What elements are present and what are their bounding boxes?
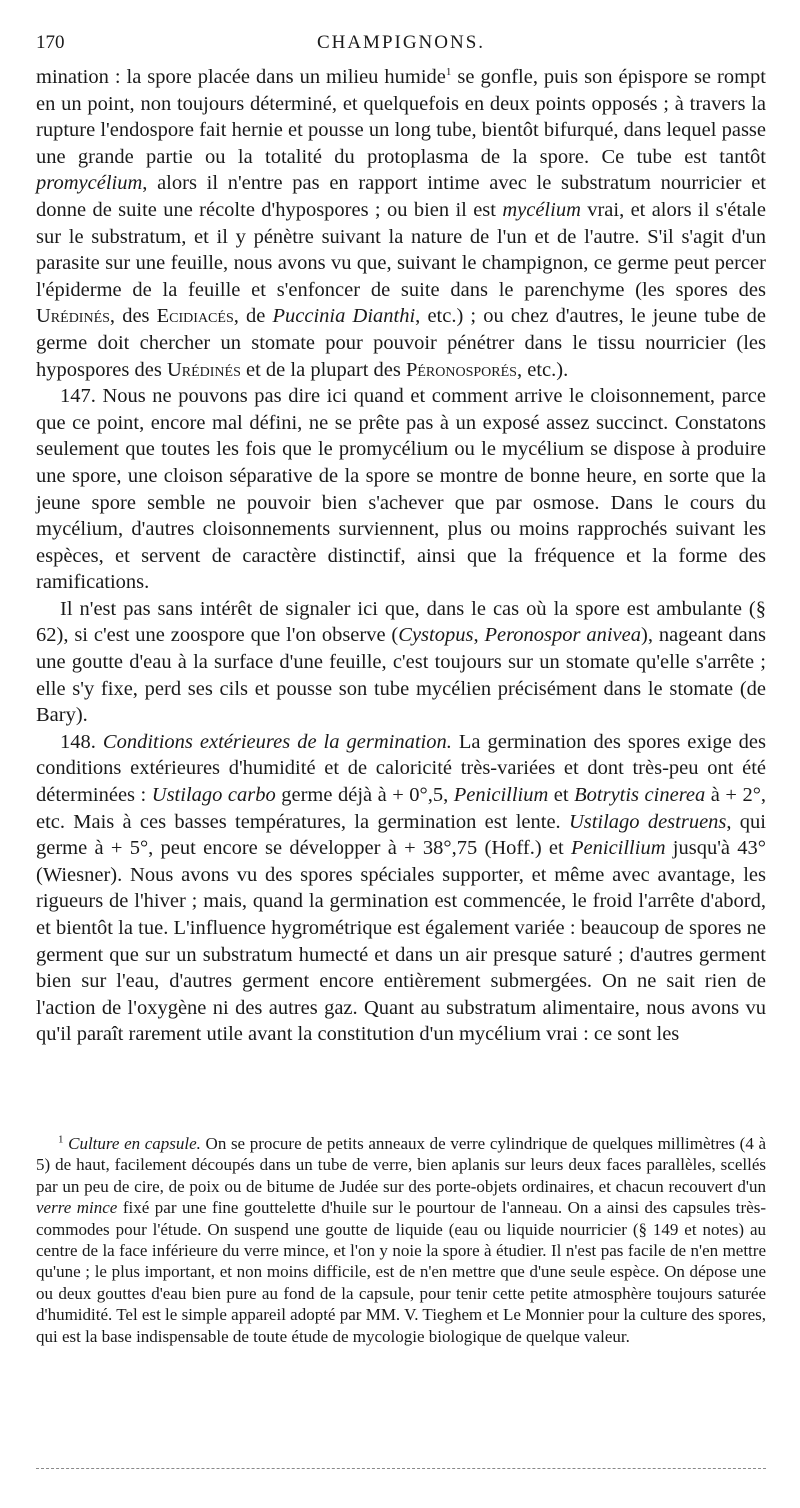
text-run: et [548,784,575,807]
footnotes [36,1133,766,1347]
italic-text: Penicillium [571,837,666,860]
text-run: fixé par une fine gouttelette d'huile sur le pourtour de l'anneau. On a ainsi des capsules très-commodes pour l'étude. On suspend une goutte de liquide (eau ou liquide nourricier (§ 149 et notes) au centre de la face inférieure du verre mince, et l'on y noie la spore à étudier. Il n'est pas facile de n'en mettre qu'une ; le plus important, et non moins difficile, est de n'en mettre que d'une seule espèce. On dépose une ou deux gouttes d'eau bien pure au fond de la capsule, pour tenir cette petite atmosphère toujours saturée d'humidité. Tel est le simple appareil adopté par MM. V. Tieghem et Le Monnier pour la culture des spores, qui est la base indispensable de toute étude de mycologie biologique de quelque valeur. [36,1198,767,1346]
body-text [36,64,766,1048]
footnote [36,1133,766,1347]
italic-text: Puccinia Dianthi [272,305,416,328]
text-run: se gonfle, puis son épispore se rompt en un point, non toujours déterminé, et quelquefois en deux points opposés ; à travers la rupture l'endospore fait hernie et pousse un long tube, bientôt bifurqué, dans lequel passe une grande partie ou la totalité du protoplasma de la spore. Ce tube est tantôt [36,66,766,168]
italic-text: Culture en capsule. [68,1134,201,1153]
italic-text: Botrytis cinerea [574,784,706,807]
italic-text: Peronospor anivea [484,624,642,647]
running-head: CHAMPIGNONS. [316,32,486,53]
italic-text: Penicillium [453,784,549,807]
text-run: ), nageant dans une goutte d'eau à la surface d'une feuille, c'est toujours sur un stomate qu'elle s'arrête ; elle s'y fixe, perd ses cils et pousse son tube mycélien précisément dans le stomate (de Bary). [36,624,767,727]
text-run: , des [109,305,157,328]
small-caps-text: Urédinés [166,358,241,381]
text-run: , alors il n'entre pas en rapport intime avec le substratum nourricier et donne de suite une récolte d'hypospores ; ou bien il est [36,172,766,221]
small-caps-text: Péronosporés [405,358,517,381]
text-run: à + 2°, etc. Mais à ces basses températures, la germination est lente. [36,784,767,833]
text-run: , [473,624,485,647]
bottom-rule [36,1468,766,1469]
paragraph [36,64,766,383]
text-run: , etc.). [516,358,569,381]
italic-text: Ustilago destruens [568,810,727,833]
paragraph [36,596,766,729]
footnote-marker: 1 [58,1133,64,1146]
text-run: , qui germe à + 5°, peut encore se développer à + 38°,75 (Hoff.) et [36,810,766,860]
italic-text: verre mince [36,1198,118,1218]
italic-text: Cystopus [398,624,474,647]
text-run: On se procure de petits anneaux de verre cylindrique de quelques millimètres (4 à 5) de haut, facilement découpés dans un tube de verre, bien aplanis sur leurs deux faces parallèles, scellés par un peu de cire, de poix ou de bitume de Judée sur des porte-objets ordinaires, et chacun recouvert d'un [36,1134,767,1196]
small-caps-text: Urédinés [36,305,110,328]
italic-text: Ustilago carbo [151,784,276,807]
text-run: 147. Nous ne pouvons pas dire ici quand et comment arrive le cloisonnement, parce que ce point, encore mal défini, ne se prête pas à un exposé assez succinct. Constatons seulement que toutes les fois que le promycélium ou le mycélium se dispose à produire une spore, une cloison séparative de la spore se montre de bonne heure, en sorte que la jeune spore semble ne pouvoir bien s'achever que par osmose. Dans le cours du mycélium, d'autres cloisonnements surviennent, plus ou moins rapprochés suivant les espèces, et servent de caractère distinctif, ainsi que la fréquence et la forme des ramifications. [36,385,766,594]
text-run: vrai, et alors il s'étale sur le substratum, et il y pénètre suivant la nature de l'un et de l'autre. S'il s'agit d'un parasite sur une feuille, nous avons vu que, suivant le champignon, ce germe peut percer l'épiderme de la feuille et s'enfoncer de suite dans le parenchyme (les spores des [36,198,766,301]
page-header [36,32,766,62]
paragraph [36,729,766,1048]
italic-text: Conditions extérieures de la germination. [102,730,452,753]
text-run: et de la plupart des [240,358,406,381]
text-run: mination : la spore placée dans un milieu humide [36,66,446,88]
italic-text: mycélium [502,198,581,221]
italic-text: promycélium [36,172,143,195]
text-run: , de [233,305,273,328]
footnote-marker: 1 [445,66,452,79]
text-run: 148. [60,730,103,753]
text-run: jusqu'à 43° (Wiesner). Nous avons vu des spores spéciales supporter, et même avec avantage, les rigueurs de l'hiver ; mais, quand la germination est commencée, le froid l'arrête d'abord, et bientôt la tue. L'influence hygrométrique est également variée : beaucoup de spores ne germent que sur un substratum humecté et dans un air presque saturé ; d'autres germent bien sur l'eau, d'autres germent encore entièrement submergées. On ne sait rien de l'action de l'oxygène ni des autres gaz. Quant au substratum alimentaire, nous avons vu qu'il paraît rarement utile avant la constitution d'un mycélium vrai : ce sont les [36,837,766,1046]
text-run: Il n'est pas sans intérêt de signaler ici que, dans le cas où la spore est ambulante (§ 62), si c'est une zoospore que l'on observe ( [36,597,766,647]
small-caps-text: Ecidiacés [156,305,234,328]
text-run: germe déjà à + 0°,5, [275,784,454,807]
text-run: La germination des spores exige des conditions extérieures d'humidité et de caloricité très-variées et dont très-peu ont été déterminées : [36,730,767,807]
page-number: 170 [36,32,65,53]
paragraph [36,383,766,596]
text-run: , etc.) ; ou chez d'autres, le jeune tube de germe doit chercher un stomate pour pouvoir pénétrer dans le tissu nourricier (les hypospores des [36,305,766,381]
